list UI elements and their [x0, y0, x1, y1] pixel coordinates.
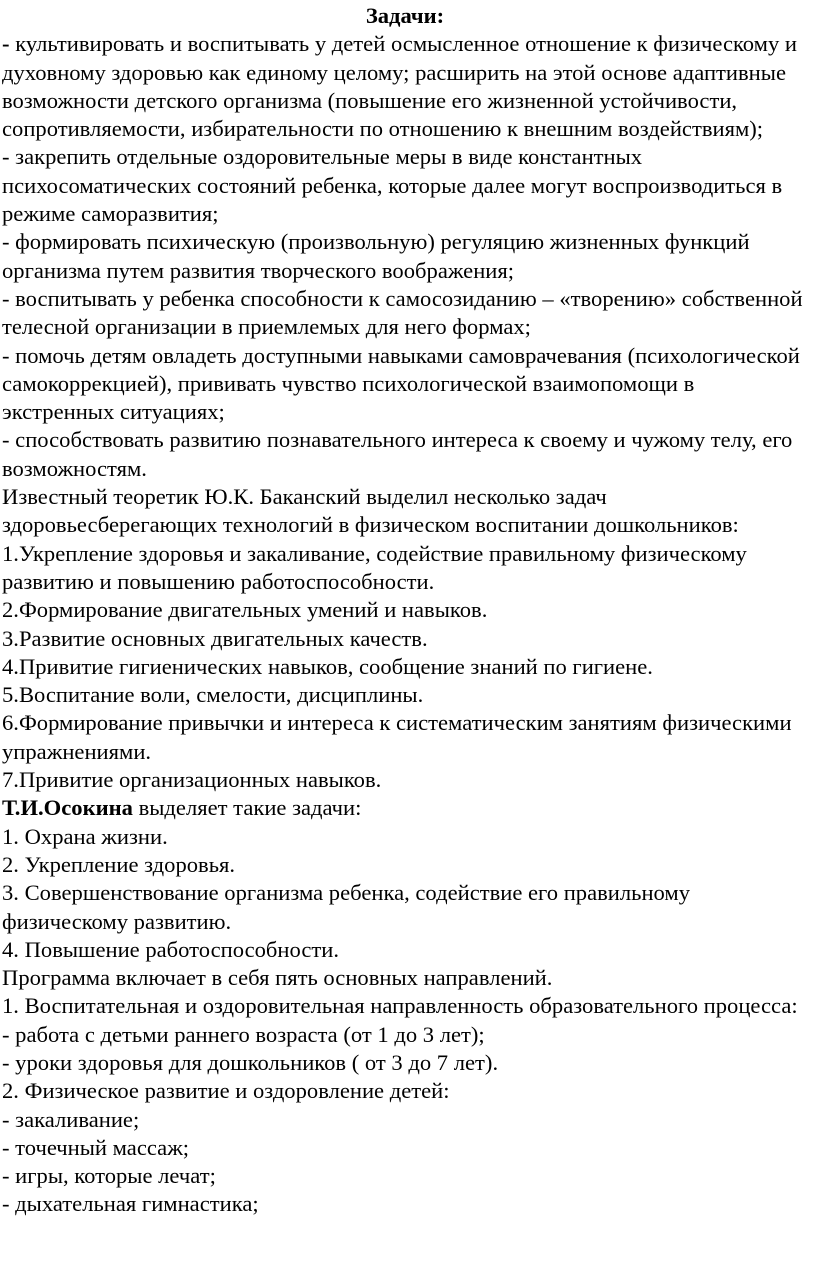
goal-item: - способствовать развитию познавательного интереса к своему и чужому телу, его возможностям. — [2, 427, 793, 481]
list-item: - работа с детьми раннего возраста (от 1 до 3 лет); — [2, 1021, 485, 1047]
goal-item: - воспитывать у ребенка способности к самосозиданию – «творению» собственной телесной организации в приемлемых для него формах; — [2, 285, 803, 340]
bakansky-task-list — [2, 540, 808, 795]
list-item: 4.Привитие гигиенических навыков, сообщение знаний по гигиене. — [2, 653, 653, 679]
program-intro: Программа включает в себя пять основных направлений. — [2, 965, 553, 991]
list-item: - игры, которые лечат; — [2, 1163, 216, 1189]
goal-item: - помочь детям овладеть доступными навыками самоврачевания (психологической самокоррекцией), прививать чувство психологической взаимопомощи в экстренных ситуациях; — [2, 342, 800, 425]
list-item: 2. Укрепление здоровья. — [2, 851, 236, 877]
list-item: 7.Привитие организационных навыков. — [2, 767, 382, 793]
list-item: - уроки здоровья для дошкольников ( от 3 до 7 лет). — [2, 1049, 499, 1075]
list-item: 1. Воспитательная и оздоровительная направленность образовательного процесса: — [2, 993, 798, 1019]
list-item: 1.Укрепление здоровья и закаливание, содействие правильному физическому развитию и повышению работоспособности. — [2, 540, 747, 594]
list-item: - дыхательная гимнастика; — [2, 1191, 259, 1217]
list-item: 3. Совершенствование организма ребенка, содействие его правильному физическому развитию. — [2, 880, 691, 934]
osokina-task-list — [2, 823, 808, 964]
goal-dash: - — [2, 31, 10, 57]
goal-item: - закрепить отдельные оздоровительные меры в виде константных психосоматических состояний ребенка, которые далее могут воспроизводиться в режиме саморазвития; — [2, 144, 783, 227]
list-item: 1. Охрана жизни. — [2, 823, 168, 849]
goal-item: - формировать психическую (произвольную) регуляцию жизненных функций организма путем развития творческого воображения; — [2, 229, 750, 283]
bakansky-intro: Известный теоретик Ю.К. Баканский выделил несколько задач здоровьесберегающих технологий в физическом воспитании дошкольников: — [2, 484, 739, 538]
list-item: 3.Развитие основных двигательных качеств. — [2, 625, 428, 651]
goals-list — [2, 30, 808, 483]
list-item: 5.Воспитание воли, смелости, дисциплины. — [2, 682, 424, 708]
page-title: Задачи: — [365, 3, 445, 28]
list-item: 2. Физическое развитие и оздоровление детей: — [2, 1078, 450, 1104]
list-item: - точечный массаж; — [2, 1134, 190, 1160]
goal-item: - культивировать и воспитывать у детей осмысленное отношение к физическому и духовному здоровью как единому целому; расширить на этой основе адаптивные возможности детского организма (повышение его жизненной устойчивости, сопротивляемости, избирательности по отношению к внешним воздействиям); — [2, 31, 798, 142]
list-item: - закаливание; — [2, 1106, 140, 1132]
osokina-intro: Т.И.Осокина выделяет такие задачи: — [2, 795, 362, 821]
list-item: 4. Повышение работоспособности. — [2, 936, 339, 962]
list-item: 2.Формирование двигательных умений и навыков. — [2, 597, 488, 623]
author-name: Т.И.Осокина — [2, 795, 133, 821]
list-item: 6.Формирование привычки и интереса к систематическим занятиям физическими упражнениями. — [2, 710, 792, 764]
program-list — [2, 992, 808, 1218]
